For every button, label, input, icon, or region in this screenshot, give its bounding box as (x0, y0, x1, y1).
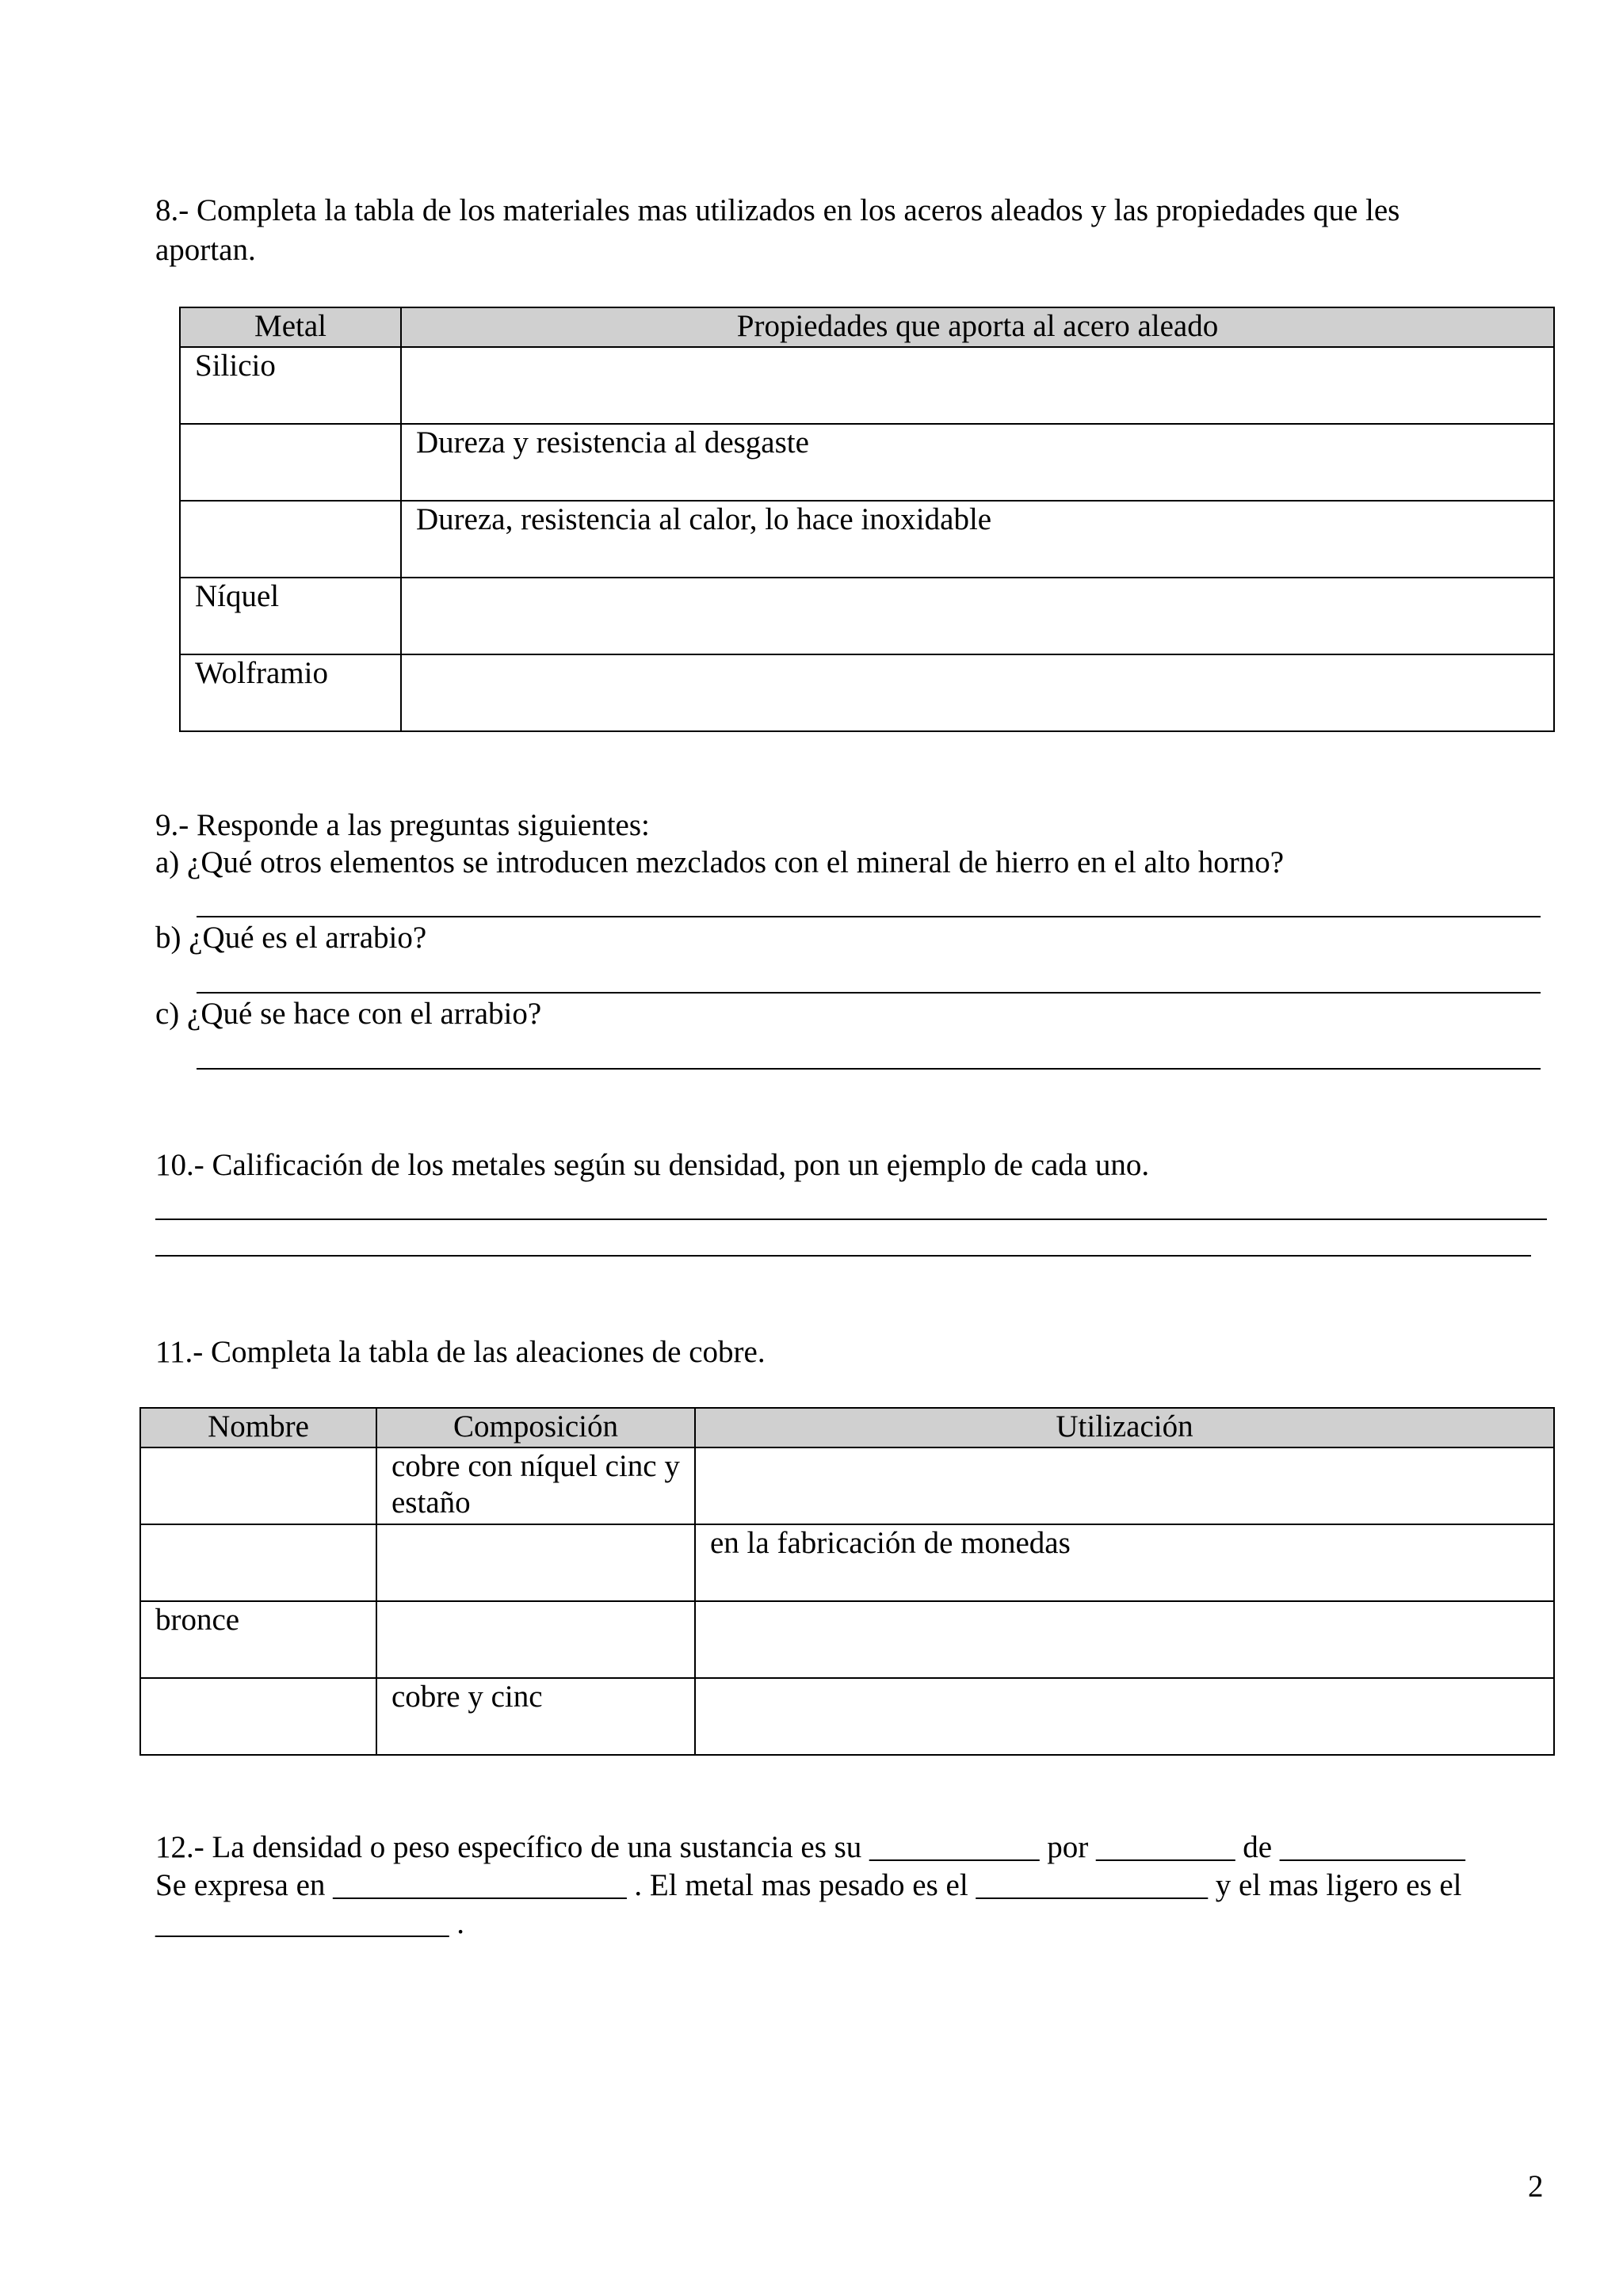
properties-cell[interactable]: Dureza, resistencia al calor, lo hace inoxidable (401, 501, 1554, 578)
metal-cell[interactable]: Wolframio (180, 654, 401, 731)
metal-cell[interactable] (180, 501, 401, 578)
answer-line-a[interactable] (197, 916, 1541, 917)
answer-line-10-2[interactable] (155, 1255, 1531, 1257)
q9-prompt: 9.- Responde a las preguntas siguientes: (155, 808, 650, 842)
properties-cell[interactable]: Dureza y resistencia al desgaste (401, 424, 1554, 501)
table-row (180, 501, 1554, 578)
properties-cell[interactable] (401, 347, 1554, 424)
table-row (180, 578, 1554, 654)
page-number: 2 (1528, 2169, 1544, 2203)
alloy-steel-table (179, 307, 1555, 732)
answer-line-10-1[interactable] (155, 1219, 1547, 1220)
header-composition: Composición (376, 1408, 695, 1447)
q8-prompt-line1: 8.- Completa la tabla de los materiales mas utilizados en los aceros aleados y las propiedades que les (155, 193, 1400, 227)
metal-cell[interactable]: Silicio (180, 347, 401, 424)
use-cell[interactable] (695, 1678, 1554, 1755)
answer-line-c[interactable] (197, 1068, 1541, 1070)
table-row (140, 1524, 1554, 1601)
q8-prompt-line2: aportan. (155, 233, 256, 267)
table-row (140, 1678, 1554, 1755)
q9-question-b: b) ¿Qué es el arrabio? (155, 921, 427, 955)
use-cell[interactable] (695, 1447, 1554, 1524)
composition-cell[interactable] (376, 1601, 695, 1678)
q12-line3: ___________________ . (155, 1906, 464, 1940)
q12-line2: Se expresa en ___________________ . El metal mas pesado es el _______________ y el mas ligero es el (155, 1868, 1462, 1902)
metal-cell[interactable] (180, 424, 401, 501)
name-cell[interactable] (140, 1447, 376, 1524)
header-name: Nombre (140, 1408, 376, 1447)
table-row (180, 347, 1554, 424)
table-header-row (180, 307, 1554, 347)
table-row (180, 654, 1554, 731)
name-cell[interactable]: bronce (140, 1601, 376, 1678)
copper-alloy-table (139, 1407, 1555, 1756)
header-use: Utilización (695, 1408, 1554, 1447)
name-cell[interactable] (140, 1678, 376, 1755)
properties-cell[interactable] (401, 578, 1554, 654)
answer-line-b[interactable] (197, 992, 1541, 994)
use-cell[interactable]: en la fabricación de monedas (695, 1524, 1554, 1601)
header-properties: Propiedades que aporta al acero aleado (401, 307, 1554, 347)
composition-cell[interactable]: cobre y cinc (376, 1678, 695, 1755)
q12-line1: 12.- La densidad o peso específico de una sustancia es su ___________ por _________ de ____________ (155, 1830, 1465, 1864)
table-row (140, 1447, 1554, 1524)
properties-cell[interactable] (401, 654, 1554, 731)
q9-question-c: c) ¿Qué se hace con el arrabio? (155, 997, 542, 1031)
table-header-row (140, 1408, 1554, 1447)
composition-cell[interactable] (376, 1524, 695, 1601)
q10-prompt: 10.- Calificación de los metales según su densidad, pon un ejemplo de cada uno. (155, 1148, 1150, 1182)
q9-question-a: a) ¿Qué otros elementos se introducen mezclados con el mineral de hierro en el alto horno? (155, 845, 1285, 879)
name-cell[interactable] (140, 1524, 376, 1601)
table-row (140, 1601, 1554, 1678)
use-cell[interactable] (695, 1601, 1554, 1678)
composition-cell[interactable]: cobre con níquel cinc y estaño (376, 1447, 695, 1524)
metal-cell[interactable]: Níquel (180, 578, 401, 654)
table-row (180, 424, 1554, 501)
header-metal: Metal (180, 307, 401, 347)
q11-prompt: 11.- Completa la tabla de las aleaciones de cobre. (155, 1335, 766, 1369)
